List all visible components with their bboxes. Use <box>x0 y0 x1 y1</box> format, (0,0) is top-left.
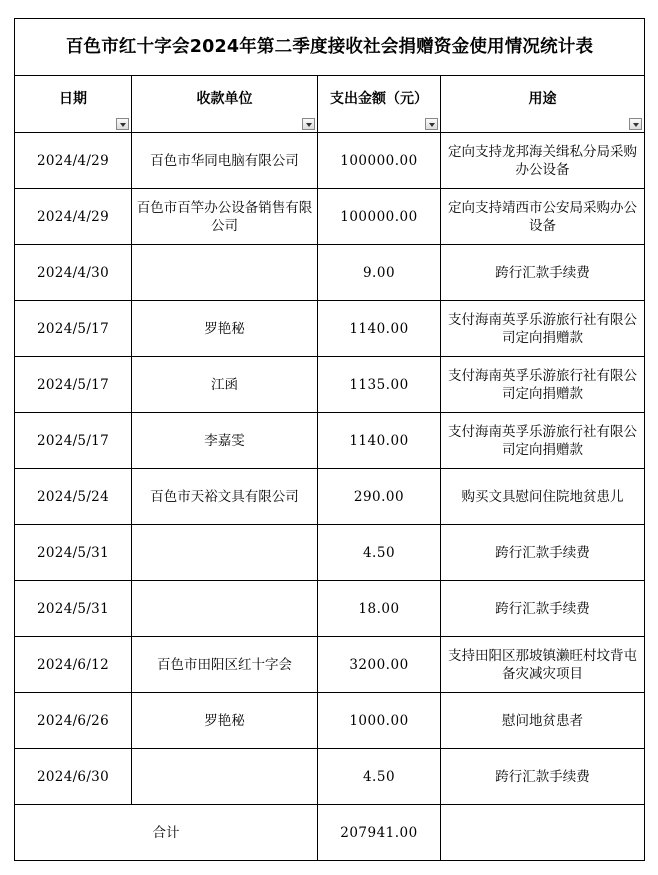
payee-cell[interactable] <box>132 245 318 301</box>
table-row <box>15 469 645 525</box>
purpose-cell[interactable]: 支付海南英孚乐游旅行社有限公司定向捐赠款 <box>441 301 645 357</box>
table-row <box>15 581 645 637</box>
amount-cell[interactable]: 4.50 <box>318 525 441 581</box>
payee-cell[interactable] <box>132 581 318 637</box>
payee-cell[interactable]: 江函 <box>132 357 318 413</box>
table-row <box>15 301 645 357</box>
payee-cell[interactable] <box>132 525 318 581</box>
payee-cell[interactable]: 李嘉雯 <box>132 413 318 469</box>
date-cell[interactable]: 2024/5/31 <box>15 525 132 581</box>
date-cell[interactable]: 2024/6/30 <box>15 749 132 805</box>
filter-dropdown-icon[interactable] <box>629 118 642 130</box>
table-row <box>15 693 645 749</box>
column-header-amount <box>318 76 441 133</box>
date-cell[interactable]: 2024/4/29 <box>15 189 132 245</box>
table-row <box>15 413 645 469</box>
payee-cell[interactable] <box>132 749 318 805</box>
amount-cell[interactable]: 100000.00 <box>318 189 441 245</box>
amount-cell[interactable]: 4.50 <box>318 749 441 805</box>
date-cell[interactable]: 2024/5/17 <box>15 357 132 413</box>
purpose-cell[interactable]: 跨行汇款手续费 <box>441 525 645 581</box>
date-cell[interactable]: 2024/5/31 <box>15 581 132 637</box>
payee-cell[interactable]: 百色市天裕文具有限公司 <box>132 469 318 525</box>
purpose-cell[interactable]: 慰问地贫患者 <box>441 693 645 749</box>
total-purpose-cell[interactable] <box>441 805 645 861</box>
payee-cell[interactable]: 罗艳秘 <box>132 301 318 357</box>
purpose-cell[interactable]: 购买文具慰问住院地贫患儿 <box>441 469 645 525</box>
column-header-date <box>15 76 132 133</box>
spreadsheet <box>14 18 644 861</box>
table-row <box>15 525 645 581</box>
amount-cell[interactable]: 1000.00 <box>318 693 441 749</box>
column-header-payee-label: 收款单位 <box>196 91 253 107</box>
table-title: 百色市红十字会2024年第二季度接收社会捐赠资金使用情况统计表 <box>15 19 645 76</box>
payee-cell[interactable]: 罗艳秘 <box>132 693 318 749</box>
amount-cell[interactable]: 1140.00 <box>318 413 441 469</box>
column-header-date-label: 日期 <box>59 91 87 107</box>
table-row <box>15 357 645 413</box>
amount-cell[interactable]: 18.00 <box>318 581 441 637</box>
total-label[interactable]: 合计 <box>15 805 318 861</box>
amount-cell[interactable]: 9.00 <box>318 245 441 301</box>
purpose-cell[interactable]: 支付海南英孚乐游旅行社有限公司定向捐赠款 <box>441 357 645 413</box>
payee-cell[interactable]: 百色市田阳区红十字会 <box>132 637 318 693</box>
date-cell[interactable]: 2024/5/17 <box>15 301 132 357</box>
purpose-cell[interactable]: 支付海南英孚乐游旅行社有限公司定向捐赠款 <box>441 413 645 469</box>
total-amount[interactable]: 207941.00 <box>318 805 441 861</box>
date-cell[interactable]: 2024/4/29 <box>15 133 132 189</box>
column-header-purpose-label: 用途 <box>528 91 557 107</box>
table-row <box>15 749 645 805</box>
purpose-cell[interactable]: 跨行汇款手续费 <box>441 245 645 301</box>
total-row <box>15 805 645 861</box>
filter-dropdown-icon[interactable] <box>425 118 438 130</box>
amount-cell[interactable]: 1135.00 <box>318 357 441 413</box>
date-cell[interactable]: 2024/4/30 <box>15 245 132 301</box>
filter-dropdown-icon[interactable] <box>116 118 129 130</box>
donation-usage-table <box>14 18 645 861</box>
date-cell[interactable]: 2024/5/17 <box>15 413 132 469</box>
amount-cell[interactable]: 100000.00 <box>318 133 441 189</box>
table-row <box>15 133 645 189</box>
purpose-cell[interactable]: 跨行汇款手续费 <box>441 581 645 637</box>
table-row <box>15 637 645 693</box>
purpose-cell[interactable]: 定向支持靖西市公安局采购办公设备 <box>441 189 645 245</box>
amount-cell[interactable]: 3200.00 <box>318 637 441 693</box>
table-row <box>15 245 645 301</box>
purpose-cell[interactable]: 支持田阳区那坡镇濑旺村坟背屯备灾减灾项目 <box>441 637 645 693</box>
purpose-cell[interactable]: 跨行汇款手续费 <box>441 749 645 805</box>
amount-cell[interactable]: 1140.00 <box>318 301 441 357</box>
purpose-cell[interactable]: 定向支持龙邦海关缉私分局采购办公设备 <box>441 133 645 189</box>
payee-cell[interactable]: 百色市百竿办公设备销售有限公司 <box>132 189 318 245</box>
payee-cell[interactable]: 百色市华同电脑有限公司 <box>132 133 318 189</box>
column-header-amount-label: 支出金额（元） <box>330 91 428 107</box>
table-row <box>15 189 645 245</box>
column-header-payee <box>132 76 318 133</box>
amount-cell[interactable]: 290.00 <box>318 469 441 525</box>
date-cell[interactable]: 2024/5/24 <box>15 469 132 525</box>
date-cell[interactable]: 2024/6/12 <box>15 637 132 693</box>
column-header-purpose <box>441 76 645 133</box>
date-cell[interactable]: 2024/6/26 <box>15 693 132 749</box>
filter-dropdown-icon[interactable] <box>302 118 315 130</box>
